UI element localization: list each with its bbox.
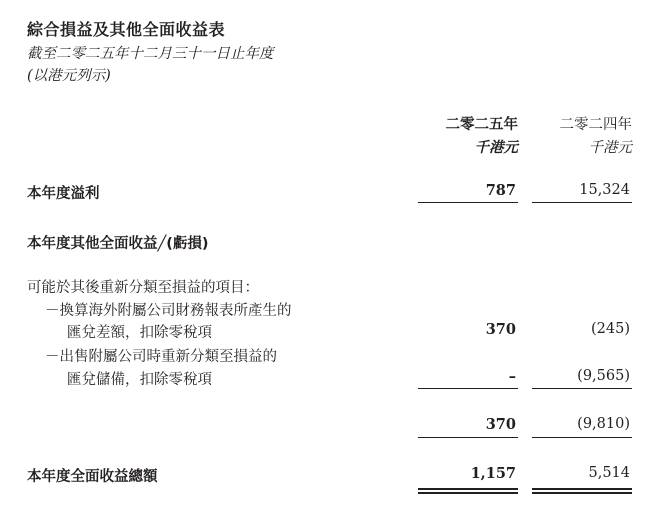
column-header-prior-year: 二零二四年 bbox=[559, 117, 632, 133]
profit-for-year-current: 787 bbox=[485, 182, 516, 199]
total-double-underline-1-prior bbox=[532, 488, 632, 490]
column-unit-prior: 千港元 bbox=[588, 140, 632, 156]
disposal-reclass-label-line1: －出售附屬公司時重新分類至損益的 bbox=[45, 349, 277, 365]
oci-subtotal-current: 370 bbox=[485, 416, 516, 433]
total-comprehensive-current: 1,157 bbox=[470, 465, 516, 482]
oci-heading: 本年度其他全面收益╱(虧損) bbox=[27, 236, 209, 252]
subtotal-underline-current bbox=[418, 437, 518, 438]
currency-note: (以港元列示) bbox=[27, 68, 111, 84]
column-header-current-year: 二零二五年 bbox=[445, 116, 518, 133]
fx-translation-current: 370 bbox=[485, 321, 516, 338]
disposal-underline-prior bbox=[532, 388, 632, 389]
total-comprehensive-prior: 5,514 bbox=[588, 465, 630, 481]
fx-translation-prior: (245) bbox=[591, 321, 630, 337]
disposal-reclass-current: – bbox=[508, 368, 516, 385]
profit-underline-prior bbox=[532, 202, 632, 203]
fx-translation-label-line2: 匯兌差額，扣除零稅項 bbox=[67, 325, 212, 341]
disposal-reclass-label-line2: 匯兌儲備，扣除零稅項 bbox=[67, 372, 212, 388]
subtotal-underline-prior bbox=[532, 437, 632, 438]
disposal-underline-current bbox=[418, 388, 518, 389]
oci-subtotal-prior: (9,810) bbox=[577, 416, 630, 432]
reclass-heading: 可能於其後重新分類至損益的項目： bbox=[27, 280, 259, 296]
total-double-underline-1-current bbox=[418, 488, 518, 490]
total-double-underline-2-prior bbox=[532, 492, 632, 494]
period-subtitle: 截至二零二五年十二月三十一日止年度 bbox=[27, 46, 274, 62]
statement-title: 綜合損益及其他全面收益表 bbox=[27, 20, 226, 39]
total-double-underline-2-current bbox=[418, 492, 518, 494]
fx-translation-label-line1: －換算海外附屬公司財務報表所產生的 bbox=[45, 303, 292, 319]
column-unit-current: 千港元 bbox=[474, 139, 518, 156]
profit-underline-current bbox=[418, 202, 518, 203]
disposal-reclass-prior: (9,565) bbox=[577, 368, 630, 384]
total-comprehensive-label: 本年度全面收益總額 bbox=[27, 469, 158, 485]
profit-for-year-prior: 15,324 bbox=[579, 182, 630, 198]
profit-for-year-label: 本年度溢利 bbox=[27, 186, 100, 202]
